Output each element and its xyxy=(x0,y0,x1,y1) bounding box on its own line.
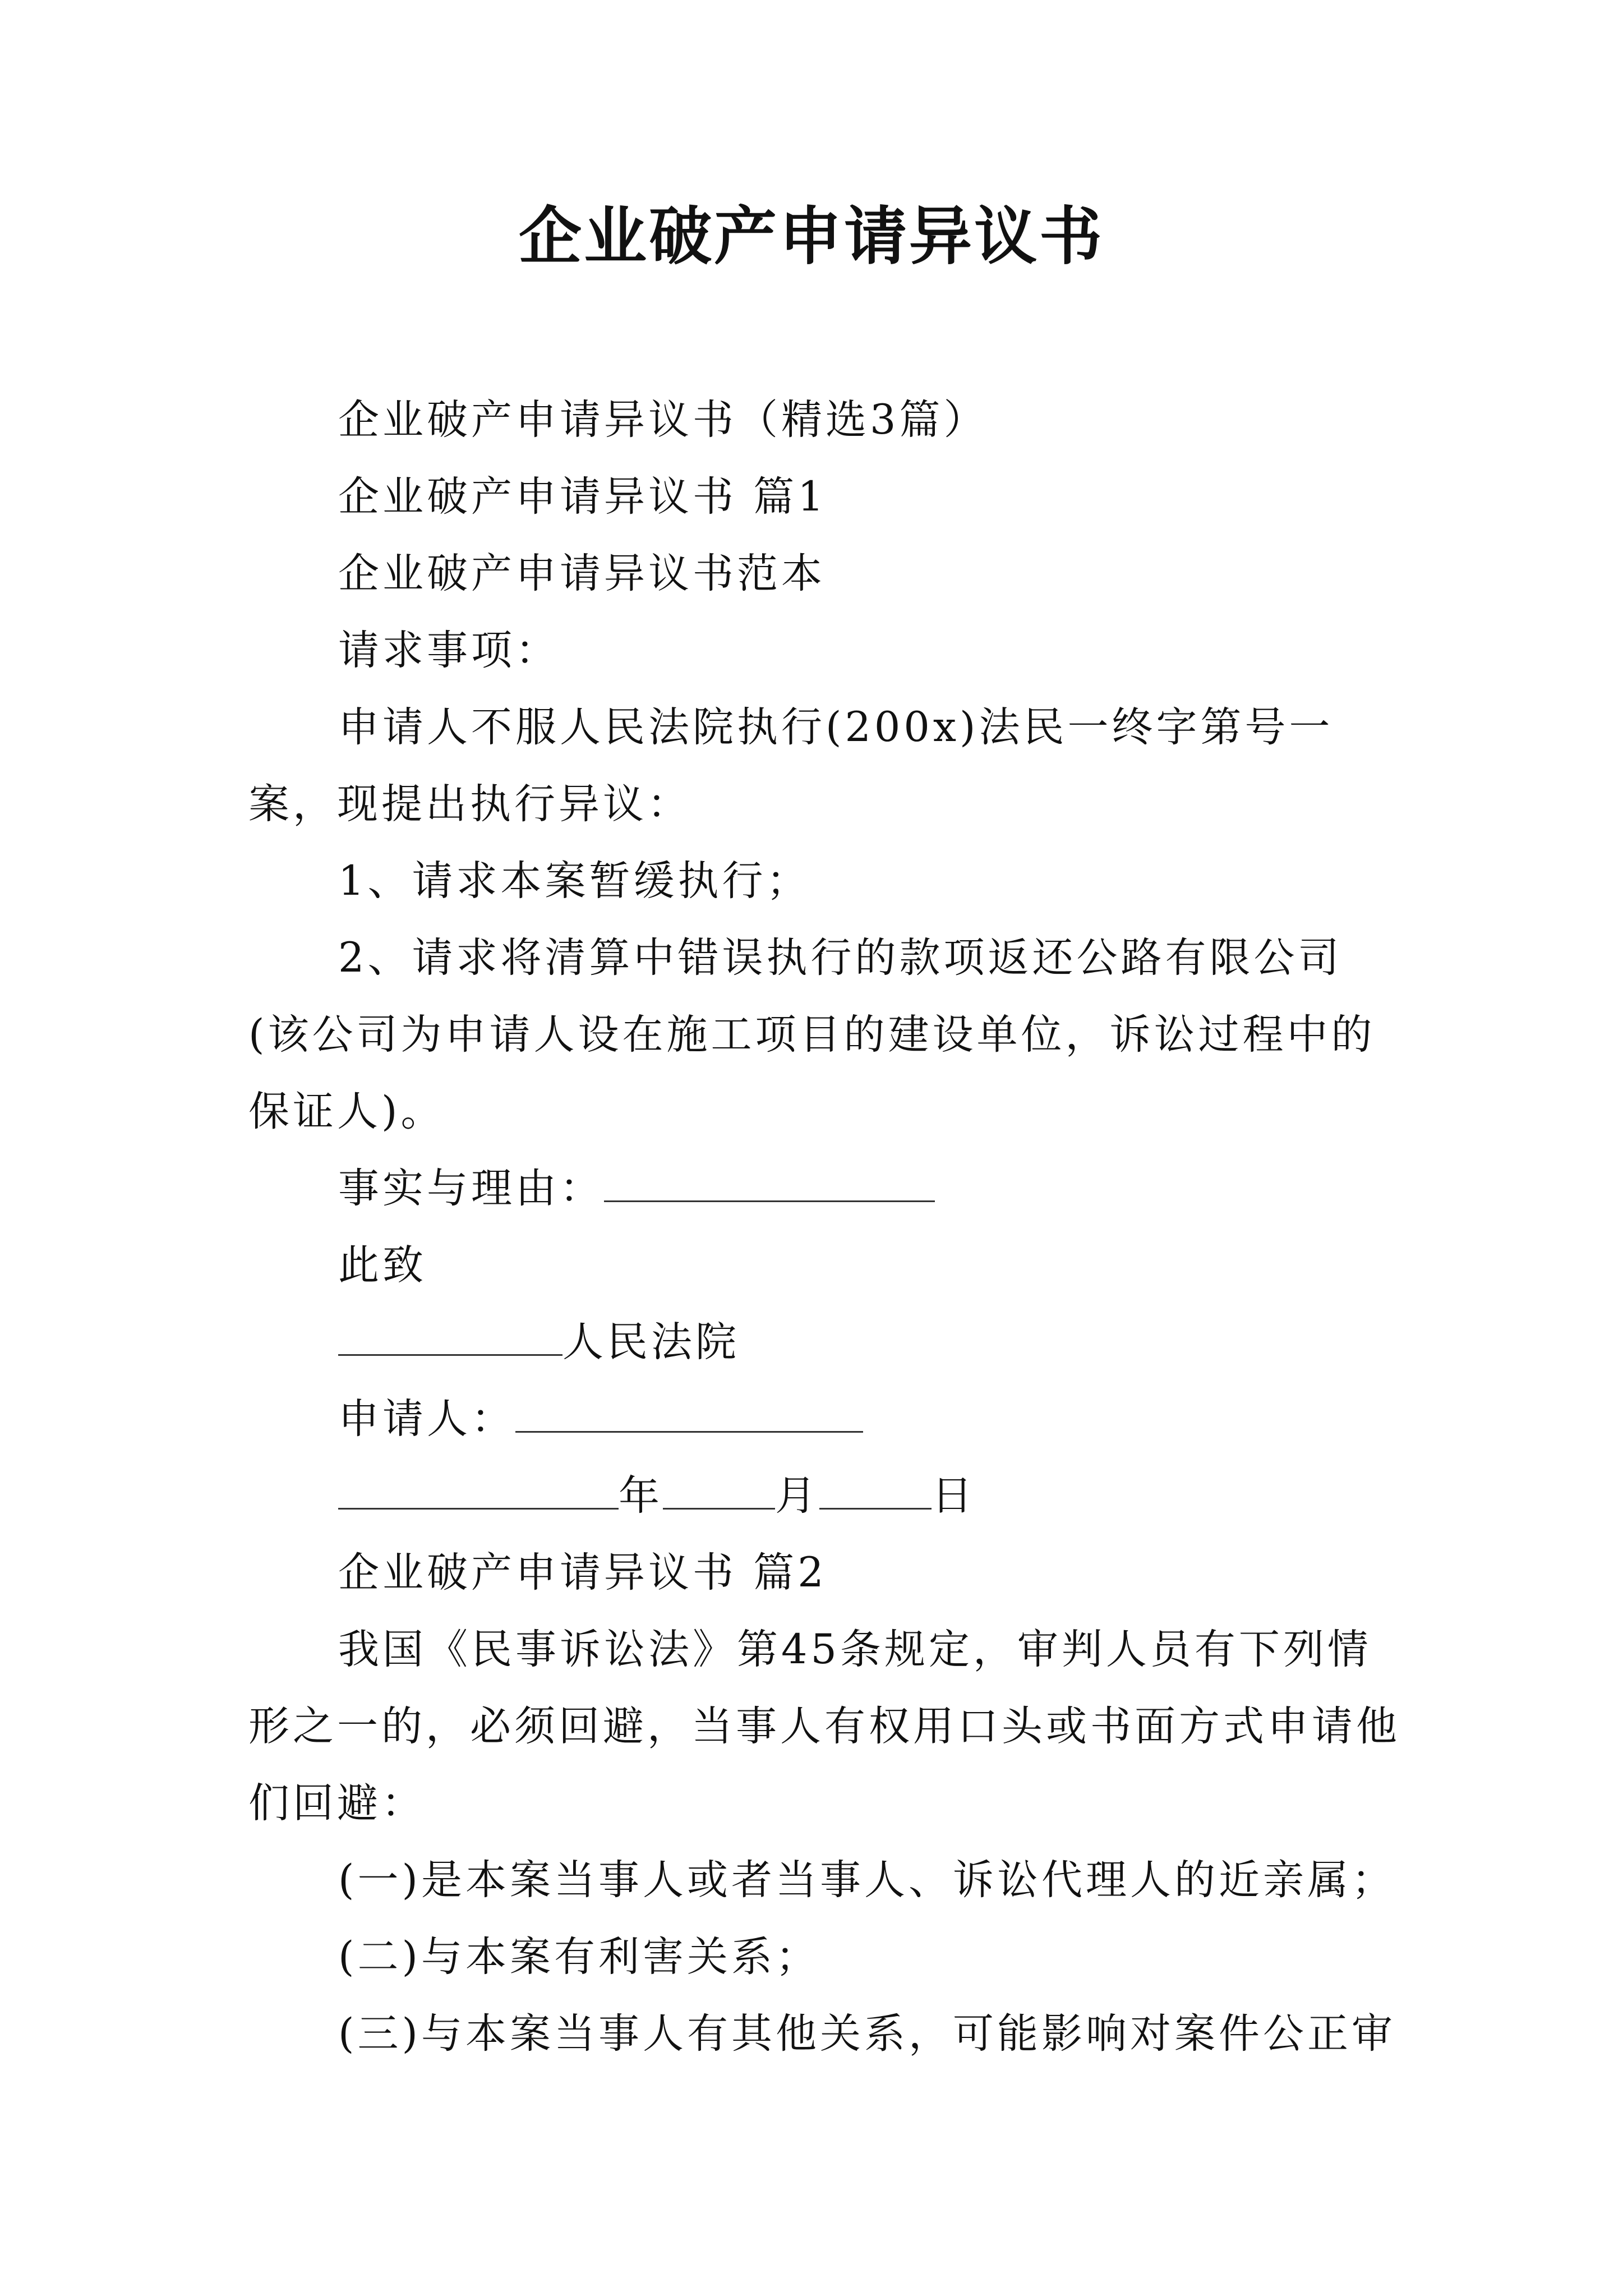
paragraph: 2、请求将清算中错误执行的款项返还公路有限公司(该公司为申请人设在施工项目的建设单位，诉讼过程中的保证人)。 xyxy=(248,934,1376,1135)
paragraph: 申请人不服人民法院执行(200x)法民一终字第号一案，现提出执行异议： xyxy=(248,703,1334,828)
court-line xyxy=(248,1304,1404,1381)
paragraph: 1、请求本案暂缓执行； xyxy=(338,857,811,905)
day-label: 日 xyxy=(932,1472,976,1520)
year-blank xyxy=(338,1474,619,1510)
facts-label: 事实与理由： xyxy=(338,1165,604,1212)
court-suffix: 人民法院 xyxy=(562,1318,740,1366)
salutation: 此致 xyxy=(338,1241,427,1289)
document-body xyxy=(248,381,1404,2072)
paragraph: 请求事项： xyxy=(338,627,560,674)
paragraph: 企业破产申请异议书 篇1 xyxy=(338,473,827,521)
facts-blank xyxy=(604,1167,935,1202)
paragraph: 企业破产申请异议书范本 xyxy=(338,550,826,597)
applicant-line xyxy=(248,1381,1404,1457)
month-label: 月 xyxy=(775,1472,819,1520)
paragraph: (三)与本案当事人有其他关系，可能影响对案件公正审 xyxy=(338,2010,1396,2058)
paragraph: 企业破产申请异议书（精选3篇） xyxy=(338,396,988,444)
court-blank xyxy=(338,1320,562,1356)
document-title: 企业破产申请异议书 xyxy=(519,200,1104,273)
paragraph: (二)与本案有利害关系； xyxy=(338,1933,820,1981)
facts-line xyxy=(248,1150,1404,1227)
date-line xyxy=(248,1457,1404,1534)
paragraph: 企业破产申请异议书 篇2 xyxy=(338,1549,827,1596)
applicant-blank xyxy=(515,1397,863,1433)
paragraph: (一)是本案当事人或者当事人、诉讼代理人的近亲属； xyxy=(338,1856,1396,1904)
day-blank xyxy=(819,1474,932,1510)
month-blank xyxy=(663,1474,775,1510)
paragraph: 我国《民事诉讼法》第45条规定，审判人员有下列情形之一的，必须回避，当事人有权用口头或书面方式申请他们回避： xyxy=(248,1626,1400,1827)
applicant-label: 申请人： xyxy=(338,1395,515,1443)
year-label: 年 xyxy=(619,1472,663,1520)
